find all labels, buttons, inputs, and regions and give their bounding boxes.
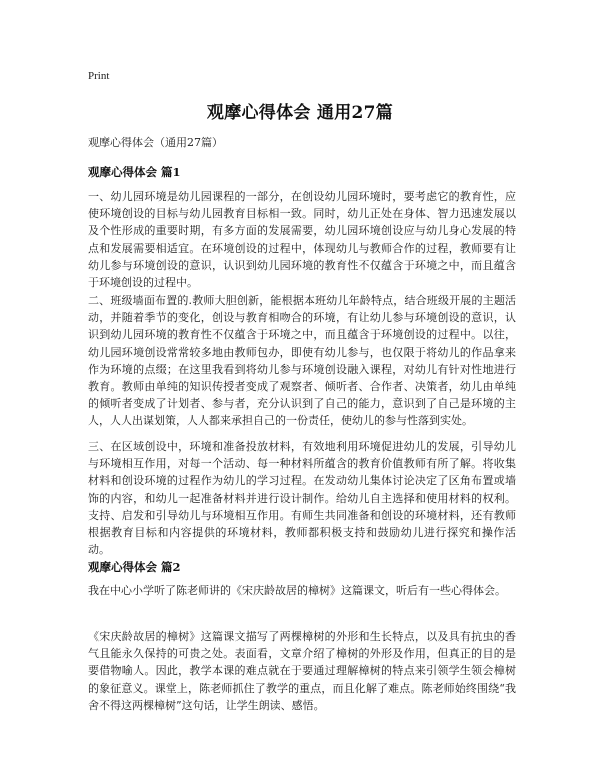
section-1-paragraph-2: 二、班级墙面布置的.教师大胆创新，能根据本班幼儿年龄特点，结合班级开展的主题活动，并随着季节的变化，创设与教育相吻合的环境，有让幼儿参与环境创设的意识，认识到幼儿园环境的教育性不仅蕴含于环境之中，而且蕴含于环境创设的过程中。以往，幼儿园环境创设常常较多地由教师包办，即使有幼儿参与，也仅限于将幼儿的作品拿来作为环境的点缀；在这里我看到将幼儿参与环境创设融入课程，对幼儿有针对性地进行教育。教师由单纯的知识传授者变成了观察者、倾听者、合作者、决策者，幼儿由单纯的倾听者变成了计划者、参与者，充分认识到了自己的能力，意识到了自己是环境的主人，人人出谋划策，人人都来承担自己的一份责任，使幼儿的参与性落到实处。 xyxy=(88,294,516,428)
section-1-paragraph-3: 三、在区域创设中，环境和准备投放材料，有效地利用环境促进幼儿的发展，引导幼儿与环境相互作用，对每一个活动、每一种材料所蕴含的教育价值教师有所了解。将收集材料和创设环境的过程作为幼儿的学习过程。在发动幼儿集体讨论决定了区角布置或墙饰的内容，和幼儿一起准备材料并进行设计制作。给幼儿自主选择和使用材料的权利。支持、启发和引导幼儿与环境相互作用。有师生共同准备和创设的环境材料，还有教师根据教育目标和内容提供的环境材料，教师都积极支持和鼓励幼儿进行探究和操作活动。 xyxy=(88,440,516,557)
document-subtitle: 观摩心得体会（通用27篇） xyxy=(88,136,223,149)
section-2-paragraph-1: 我在中心小学听了陈老师讲的《宋庆龄故居的樟树》这篇课文，听后有一些心得体会。 xyxy=(88,584,506,597)
section-2-paragraph-2: 《宋庆龄故居的樟树》这篇课文描写了两棵樟树的外形和生长特点，以及具有抗虫的香气且能永久保持的可贵之处。表面看，文章介绍了樟树的外形及作用，但真正的目的是要借物喻人。因此，教学本课的难点就在于要通过理解樟树的特点来引领学生领会樟树的象征意义。课堂上，陈老师抓住了教学的重点，而且化解了难点。陈老师始终围绕“我舍不得这两棵樟树”这句话，让学生朗读、感悟。 xyxy=(88,630,516,712)
section-heading-1: 观摩心得体会 篇1 xyxy=(88,165,181,179)
print-label: Print xyxy=(88,70,110,82)
document-title: 观摩心得体会 通用27篇 xyxy=(206,103,394,123)
section-heading-2: 观摩心得体会 篇2 xyxy=(88,560,181,574)
section-1-paragraph-1: 一、幼儿园环境是幼儿园课程的一部分，在创设幼儿园环境时，要考虑它的教育性，应使环境创设的目标与幼儿园教育目标相一致。同时，幼儿正处在身体、智力迅速发展以及个性形成的重要时期，有多方面的发展需要，幼儿园环境创设应与幼儿身心发展的特点和发展需要相适宜。在环境创设的过程中，体现幼儿与教师合作的过程，教师要有让幼儿参与环境创设的意识，认识到幼儿园环境的教育性不仅蕴含于环境之中，而且蕴含于环境创设的过程中。 xyxy=(88,190,516,290)
